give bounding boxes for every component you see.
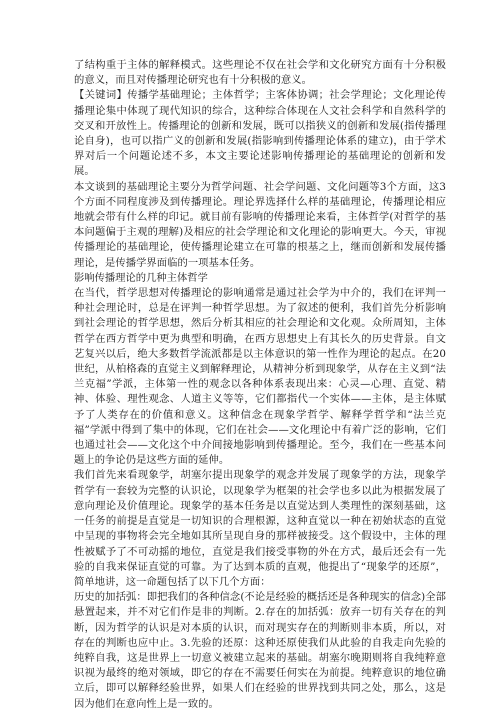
body-paragraph-brackets: 历史的加括弧：即把我们的各种信念(不论是经验的概括还是各种现实的信念)全部悬置起来，并不对它们作是非的判断。2.存在的加括弧：放弃一切有关存在的判断，因为哲学的认识是对本质的认识，而对现实存在的判断则非本质，所以，对存在的判断也应中止。3.先验的还原：这种还原使我们从此验的自我走向先验的纯粹自我，这是世界上一切意义被建立起来的基础。胡塞尔晚期则将自我纯粹意识视为最终的绝对领域，即它的存在不需要任何实在为前提。纯粹意识的地位确立后，即可以解释经验世界，如果人们在经验的世界找到共同之处，那么，这是因为他们在意向性上是一致的。 [74,591,446,710]
scope-paragraph: 本文谈到的基础理论主要分为哲学问题、社会学问题、文化问题等3个方面，这3个方面不同程度涉及到传播理论。理论界选择什么样的基础理论，传播理论相应地就会带有什么样的印记。就目前有影响的传播理论来看，主体哲学(对哲学的基本问题偏于主观的理解)及相应的社会学理论和文化理论的影响更大。今天，审视传播理论的基础理论，使传播理论建立在可靠的根基之上，继而创新和发展传播理论，是传播学界面临的一项基本任务。 [74,180,446,269]
body-paragraph-phenomenology: 我们首先来看现象学，胡塞尔提出现象学的观念并发展了现象学的方法，现象学哲学有一套较为完整的认识论，以现象学为框架的社会学也多以此为根据发展了意向理论及价值理论。现象学的基本任务是以直觉达到人类理性的深刻基础，这一任务的前提是直觉是一切知识的合理根源，这种直觉以一种在初始状态的直觉中呈现的事物将会完全地如其所呈现自身的那样被接受。这个假设中，主体的理性被赋予了不可动摇的地位，直觉是我们接受事物的外在方式，最后还会有一先验的自我来保证直觉的可靠。为了达到本质的直观，他提出了“现象学的还原”，简单地讲，这一命题包括了以下几个方面： [74,469,446,588]
body-paragraph-philosophy: 在当代，哲学思想对传播理论的影响通常是通过社会学为中介的，我们在评判一种社会理论时，总是在评判一种哲学思想。为了叙述的便利，我们首先分析影响到社会理论的哲学思想，然后分析其相应的社会理论和文化观。众所周知，主体哲学在西方哲学中更为典型和明确，在西方思想史上有其长久的历史背景。自文艺复兴以后，绝大多数哲学流派都是以主体意识的第一性作为理论的起点。在20世纪，从柏格森的直觉主义到解释理论，从精神分析到现象学，从存在主义到“法兰克福”学派，主体第一性的观念以各种体系表现出来：心灵—心理、直觉、精神、体验、理性观念、人道主义等等，它们都指代一个实体——主体，是主体赋予了人类存在的价值和意义。这种信念在现象学哲学、解释学哲学和“法兰克福”学派中得到了集中的体现，它们在社会——文化理论中有着广泛的影响，它们也通过社会——文化这个中介间接地影响到传播理论。至今，我们在一些基本问题上的争论仍是这些方面的延伸。 [74,287,446,467]
intro-paragraph: 了结构重于主体的解释模式。这些理论不仅在社会学和文化研究方面有十分积极的意义，而且对传播理论研究也有十分积极的意义。 [74,59,446,87]
keywords-paragraph: 【关键词】传播学基础理论；主体哲学；主客体协调；社会学理论；文化理论传播理论集中体现了现代知识的综合，这种综合体现在人文社会科学和自然科学的交叉和开放性上。传播理论的创新和发展，既可以指狭义的创新和发展(指传播理论自身)，也可以指广义的创新和发展(指影响到传播理论体系的建立)，由于学术界对后一个问题论述不多，本文主要论述影响传播理论的基础理论的创新和发展。 [74,89,446,178]
section-heading: 影响传播理论的几种主体哲学 [74,271,208,284]
